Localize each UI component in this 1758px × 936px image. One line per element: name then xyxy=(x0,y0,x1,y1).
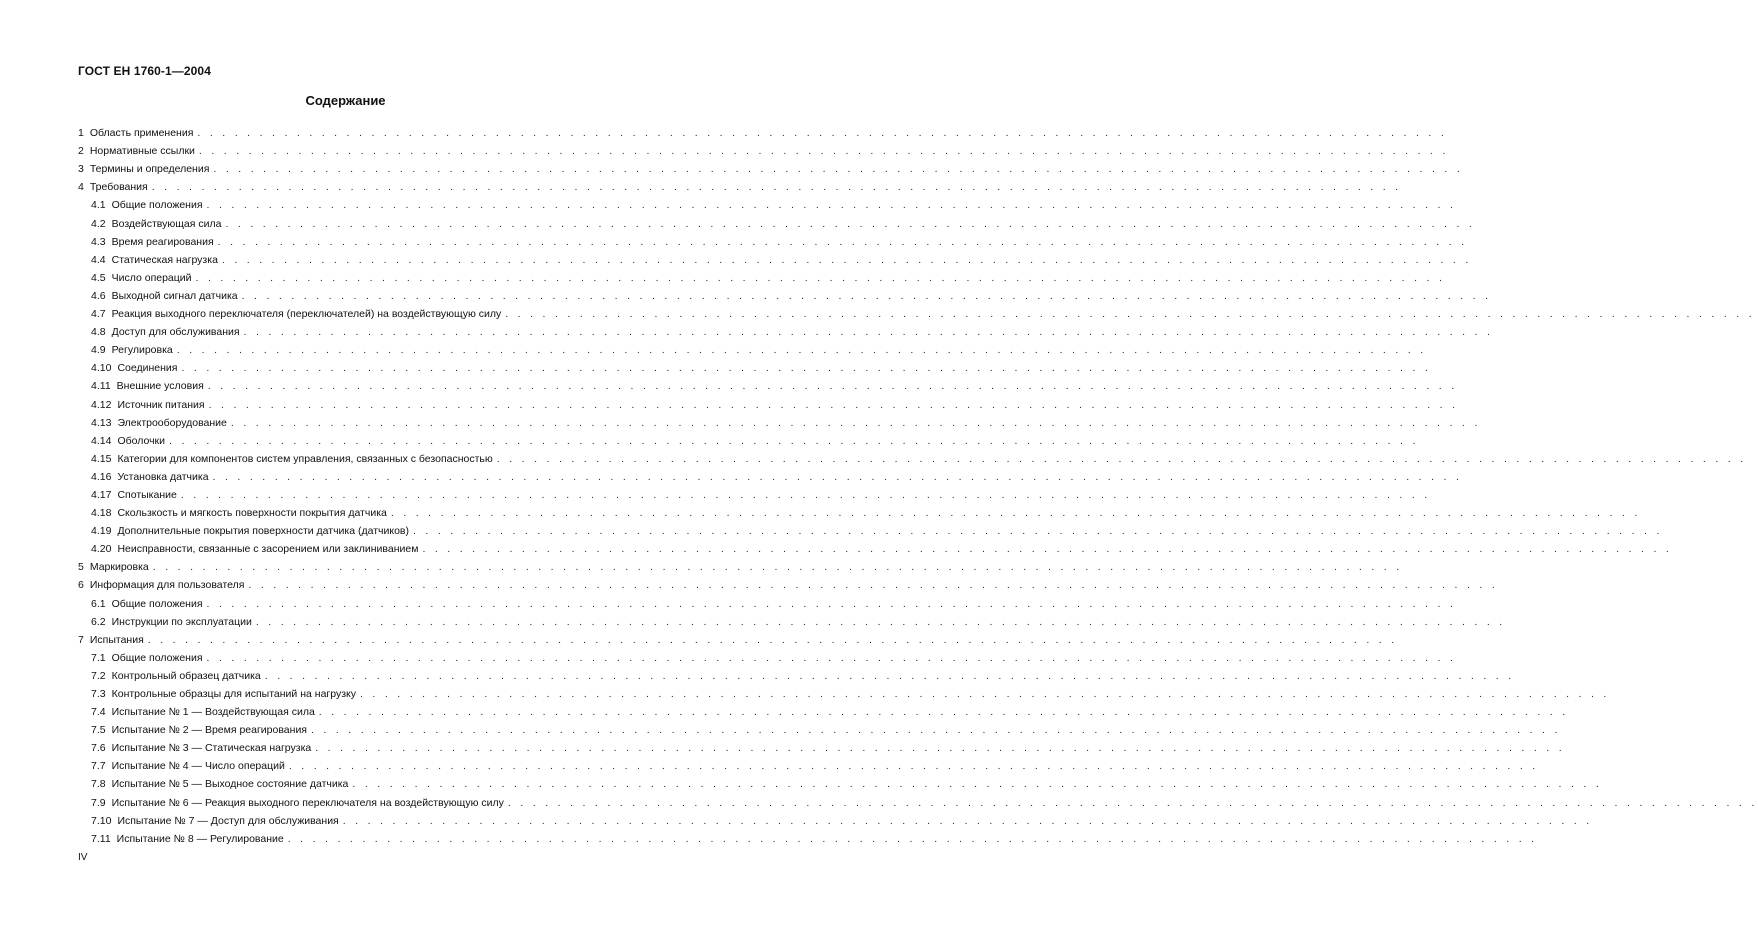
toc-entry-title: Электрооборудование xyxy=(117,416,227,429)
toc-entry[interactable] xyxy=(78,665,1515,683)
toc-entry-number: 4 xyxy=(78,181,84,194)
toc-leader-dots: . . . . . . . . . . . . . . . . . . . . . . . . . . . . . . . . . . . . . . . . . . . . . . . . . . . . . . . . . . . . . . . . . . . . . . . . . . . . . . . . . . . . . . . . . . . . . . . . . . . . . xyxy=(152,561,1403,574)
toc-entry-title: Нормативные ссылки xyxy=(89,145,195,158)
toc-entry-title: Регулировка xyxy=(111,344,173,357)
toc-entry-number: 4.2 xyxy=(91,217,106,230)
toc-entry-title: Скользкость и мягкость поверхности покрытия датчика xyxy=(117,507,387,520)
toc-entry-number: 1 xyxy=(78,127,84,140)
toc-leader-dots: . . . . . . . . . . . . . . . . . . . . . . . . . . . . . . . . . . . . . . . . . . . . . . . . . . . . . . . . . . . . . . . . . . . . . . . . . . . . . . . . . . . . . . . . . . . . . . . . . . . . . xyxy=(390,507,1641,520)
toc-entry[interactable] xyxy=(78,339,1427,357)
toc-entry[interactable] xyxy=(78,158,1464,176)
toc-leader-dots: . . . . . . . . . . . . . . . . . . . . . . . . . . . . . . . . . . . . . . . . . . . . . . . . . . . . . . . . . . . . . . . . . . . . . . . . . . . . . . . . . . . . . . . . . . . . . . . . . . . . . xyxy=(315,742,1565,755)
toc-entry-title: Испытание № 7 — Доступ для обслуживания xyxy=(117,814,339,827)
toc-entry[interactable] xyxy=(78,448,1747,466)
toc-leader-dots: . . . . . . . . . . . . . . . . . . . . . . . . . . . . . . . . . . . . . . . . . . . . . . . . . . . . . . . . . . . . . . . . . . . . . . . . . . . . . . . . . . . . . . . . . . . . . . . . . . . . . xyxy=(352,778,1603,791)
toc-leader-dots: . . . . . . . . . . . . . . . . . . . . . . . . . . . . . . . . . . . . . . . . . . . . . . . . . . . . . . . . . . . . . . . . . . . . . . . . . . . . . . . . . . . . . . . . . . . . . . . . . . . . . xyxy=(169,434,1419,447)
toc-leader-dots: . . . . . . . . . . . . . . . . . . . . . . . . . . . . . . . . . . . . . . . . . . . . . . . . . . . . . . . . . . . . . . . . . . . . . . . . . . . . . . . . . . . . . . . . . . . . . . . . . . . . . xyxy=(255,615,1506,628)
toc-entry-title: Источник питания xyxy=(117,398,205,411)
toc-entry-title: Соединения xyxy=(117,362,178,375)
toc-leader-dots: . . . . . . . . . . . . . . . . . . . . . . . . . . . . . . . . . . . . . . . . . . . . . . . . . . . . . . . . . . . . . . . . . . . . . . . . . . . . . . . . . . . . . . . . . . . . . . . . . . . . . xyxy=(151,181,1402,194)
toc-entry-number: 4.20 xyxy=(91,543,112,556)
toc-entry[interactable] xyxy=(78,303,1755,321)
toc-leader-dots: . . . . . . . . . . . . . . . . . . . . . . . . . . . . . . . . . . . . . . . . . . . . . . . . . . . . . . . . . . . . . . . . . . . . . . . . . . . . . . . . . . . . . . . . . . . . . . . . . . . . . xyxy=(208,398,1459,411)
toc-leader-dots: . . . . . . . . . . . . . . . . . . . . . . . . . . . . . . . . . . . . . . . . . . . . . . . . . . . . . . . . . . . . . . . . . . . . . . . . . . . . . . . . . . . . . . . . . . . . . . . . . . . . . xyxy=(505,308,1755,321)
toc-leader-dots: . . . . . . . . . . . . . . . . . . . . . . . . . . . . . . . . . . . . . . . . . . . . . . . . . . . . . . . . . . . . . . . . . . . . . . . . . . . . . . . . . . . . . . . . . . . . . . . . . . . . . xyxy=(311,724,1561,737)
toc-entry[interactable] xyxy=(78,412,1481,430)
toc-entry-number: 7 xyxy=(78,633,84,646)
toc-entry[interactable] xyxy=(78,810,1593,828)
toc-leader-dots: . . . . . . . . . . . . . . . . . . . . . . . . . . . . . . . . . . . . . . . . . . . . . . . . . . . . . . . . . . . . . . . . . . . . . . . . . . . . . . . . . . . . . . . . . . . . . . . . . . . . . xyxy=(176,344,1427,357)
toc-leader-dots: . . . . . . . . . . . . . . . . . . . . . . . . . . . . . . . . . . . . . . . . . . . . . . . . . . . . . . . . . . . . . . . . . . . . . . . . . . . . . . . . . . . . . . . . . . . . . . . . . . . . . xyxy=(147,633,1398,646)
toc-entry-title: Испытания xyxy=(89,633,144,646)
toc-leader-dots: . . . . . . . . . . . . . . . . . . . . . . . . . . . . . . . . . . . . . . . . . . . . . . . . . . . . . . . . . . . . . . . . . . . . . . . . . . . . . . . . . . . . . . . . . . . . . . . . . . . . . xyxy=(180,488,1431,501)
document-header: ГОСТ ЕН 1760-1—2004 xyxy=(78,64,211,78)
toc-entry-number: 4.8 xyxy=(91,326,106,339)
page-title: Содержание xyxy=(305,93,386,108)
toc-leader-dots: . . . . . . . . . . . . . . . . . . . . . . . . . . . . . . . . . . . . . . . . . . . . . . . . . . . . . . . . . . . . . . . . . . . . . . . . . . . . . . . . . . . . . . . . . . . . . . . . . . . . . xyxy=(496,452,1747,465)
toc-leader-dots: . . . . . . . . . . . . . . . . . . . . . . . . . . . . . . . . . . . . . . . . . . . . . . . . . . . . . . . . . . . . . . . . . . . . . . . . . . . . . . . . . . . . . . . . . . . . . . . . . . . . . xyxy=(198,145,1449,158)
toc-entry-number: 6.1 xyxy=(91,597,106,610)
toc-leader-dots: . . . . . . . . . . . . . . . . . . . . . . . . . . . . . . . . . . . . . . . . . . . . . . . . . . . . . . . . . . . . . . . . . . . . . . . . . . . . . . . . . . . . . . . . . . . . . . . . . . . . . xyxy=(212,470,1463,483)
toc-entry-title: Реакция выходного переключателя (переключателей) на воздействующую силу xyxy=(111,308,502,321)
toc-entry-title: Область применения xyxy=(89,127,194,140)
toc-entry[interactable] xyxy=(78,828,1538,846)
toc-entry[interactable] xyxy=(78,466,1463,484)
toc-entry-title: Информация для пользователя xyxy=(89,579,245,592)
toc-leader-dots: . . . . . . . . . . . . . . . . . . . . . . . . . . . . . . . . . . . . . . . . . . . . . . . . . . . . . . . . . . . . . . . . . . . . . . . . . . . . . . . . . . . . . . . . . . . . . . . . . . . . . xyxy=(197,127,1448,140)
toc-entry[interactable] xyxy=(78,556,1403,574)
toc-entry-title: Доступ для обслуживания xyxy=(111,326,240,339)
toc-entry-title: Время реагирования xyxy=(111,235,214,248)
toc-entry-number: 7.2 xyxy=(91,669,106,682)
toc-entry-title: Внешние условия xyxy=(116,380,204,393)
toc-entry-number: 7.1 xyxy=(91,651,106,664)
toc-entry[interactable] xyxy=(78,285,1492,303)
toc-entry-title: Маркировка xyxy=(89,561,149,574)
toc-entry-number: 4.11 xyxy=(91,380,111,393)
toc-entry-title: Инструкции по эксплуатации xyxy=(111,615,252,628)
toc-entry[interactable] xyxy=(78,538,1673,556)
toc-leader-dots: . . . . . . . . . . . . . . . . . . . . . . . . . . . . . . . . . . . . . . . . . . . . . . . . . . . . . . . . . . . . . . . . . . . . . . . . . . . . . . . . . . . . . . . . . . . . . . . . . . . . . xyxy=(248,579,1499,592)
toc-entry-number: 4.7 xyxy=(91,308,106,321)
toc-entry-number: 7.8 xyxy=(91,778,106,791)
toc-entry-title: Испытание № 1 — Воздействующая сила xyxy=(111,706,315,719)
toc-entry[interactable] xyxy=(78,755,1539,773)
toc-entry-number: 7.4 xyxy=(91,706,106,719)
toc-entry[interactable] xyxy=(78,357,1432,375)
toc-entry-number: 6.2 xyxy=(91,615,106,628)
toc-entry-title: Категории для компонентов систем управления, связанных с безопасностью xyxy=(117,452,493,465)
toc-leader-dots: . . . . . . . . . . . . . . . . . . . . . . . . . . . . . . . . . . . . . . . . . . . . . . . . . . . . . . . . . . . . . . . . . . . . . . . . . . . . . . . . . . . . . . . . . . . . . . . . . . . . . xyxy=(181,362,1432,375)
toc-entry[interactable] xyxy=(78,267,1446,285)
toc-entry-number: 4.10 xyxy=(91,362,112,375)
toc-entry[interactable] xyxy=(78,574,1499,592)
toc-entry-number: 4.1 xyxy=(91,199,106,212)
toc-entry[interactable] xyxy=(78,393,1459,411)
toc-entry[interactable] xyxy=(78,719,1561,737)
toc-entry-number: 7.11 xyxy=(91,832,111,845)
toc-entry-title: Термины и определения xyxy=(89,163,210,176)
toc-leader-dots: . . . . . . . . . . . . . . . . . . . . . . . . . . . . . . . . . . . . . . . . . . . . . . . . . . . . . . . . . . . . . . . . . . . . . . . . . . . . . . . . . . . . . . . . . . . . . . . . . . . . . xyxy=(206,199,1457,212)
toc-entry-number: 7.5 xyxy=(91,724,106,737)
toc-entry[interactable] xyxy=(78,629,1398,647)
toc-entry-number: 5 xyxy=(78,561,84,574)
toc-entry-title: Испытание № 5 — Выходное состояние датчика xyxy=(111,778,349,791)
toc-entry-number: 4.16 xyxy=(91,470,112,483)
toc-entry-number: 6 xyxy=(78,579,84,592)
toc-leader-dots: . . . . . . . . . . . . . . . . . . . . . . . . . . . . . . . . . . . . . . . . . . . . . . . . . . . . . . . . . . . . . . . . . . . . . . . . . . . . . . . . . . . . . . . . . . . . . . . . . . . . . xyxy=(206,651,1457,664)
toc-entry[interactable] xyxy=(78,194,1457,212)
toc-entry[interactable] xyxy=(78,212,1476,230)
toc-entry-title: Дополнительные покрытия поверхности датчика (датчиков) xyxy=(117,525,409,538)
toc-entry-title: Требования xyxy=(89,181,148,194)
toc-leader-dots: . . . . . . . . . . . . . . . . . . . . . . . . . . . . . . . . . . . . . . . . . . . . . . . . . . . . . . . . . . . . . . . . . . . . . . . . . . . . . . . . . . . . . . . . . . . . . . . . . . . . . xyxy=(422,543,1673,556)
toc-entry[interactable] xyxy=(78,701,1569,719)
toc-entry[interactable] xyxy=(78,592,1457,610)
toc-entry-number: 3 xyxy=(78,163,84,176)
toc-entry-title: Воздействующая сила xyxy=(111,217,222,230)
toc-entry[interactable] xyxy=(78,375,1458,393)
toc-entry-title: Испытание № 8 — Регулирование xyxy=(116,832,284,845)
toc-leader-dots: . . . . . . . . . . . . . . . . . . . . . . . . . . . . . . . . . . . . . . . . . . . . . . . . . . . . . . . . . . . . . . . . . . . . . . . . . . . . . . . . . . . . . . . . . . . . . . . . . . . . . xyxy=(225,217,1476,230)
toc-entry-number: 4.13 xyxy=(91,416,112,429)
toc-entry[interactable] xyxy=(78,321,1494,339)
toc-entry-number: 4.9 xyxy=(91,344,106,357)
toc-entry-number: 7.9 xyxy=(91,796,106,809)
toc-entry-title: Общие положения xyxy=(111,597,203,610)
toc-entry[interactable] xyxy=(78,502,1641,520)
toc-leader-dots: . . . . . . . . . . . . . . . . . . . . . . . . . . . . . . . . . . . . . . . . . . . . . . . . . . . . . . . . . . . . . . . . . . . . . . . . . . . . . . . . . . . . . . . . . . . . . . . . . . . . . xyxy=(217,235,1468,248)
toc-entry-title: Число операций xyxy=(111,271,192,284)
toc-entry-title: Испытание № 4 — Число операций xyxy=(111,760,285,773)
toc-entry-title: Неисправности, связанные с засорением или заклиниванием xyxy=(117,543,419,556)
toc-entry-number: 7.6 xyxy=(91,742,106,755)
toc-entry[interactable] xyxy=(78,484,1431,502)
toc-leader-dots: . . . . . . . . . . . . . . . . . . . . . . . . . . . . . . . . . . . . . . . . . . . . . . . . . . . . . . . . . . . . . . . . . . . . . . . . . . . . . . . . . . . . . . . . . . . . . . . . . . . . . xyxy=(264,669,1515,682)
toc-leader-dots: . . . . . . . . . . . . . . . . . . . . . . . . . . . . . . . . . . . . . . . . . . . . . . . . . . . . . . . . . . . . . . . . . . . . . . . . . . . . . . . . . . . . . . . . . . . . . . . . . . . . . xyxy=(221,253,1472,266)
toc-leader-dots: . . . . . . . . . . . . . . . . . . . . . . . . . . . . . . . . . . . . . . . . . . . . . . . . . . . . . . . . . . . . . . . . . . . . . . . . . . . . . . . . . . . . . . . . . . . . . . . . . . . . . xyxy=(287,832,1538,845)
toc-entry-number: 2 xyxy=(78,145,84,158)
toc-entry[interactable] xyxy=(78,430,1419,448)
table-of-contents xyxy=(78,122,1758,846)
toc-leader-dots: . . . . . . . . . . . . . . . . . . . . . . . . . . . . . . . . . . . . . . . . . . . . . . . . . . . . . . . . . . . . . . . . . . . . . . . . . . . . . . . . . . . . . . . . . . . . . . . . . . . . . xyxy=(243,326,1494,339)
toc-entry[interactable] xyxy=(78,737,1565,755)
toc-entry-number: 4.17 xyxy=(91,488,112,501)
toc-leader-dots: . . . . . . . . . . . . . . . . . . . . . . . . . . . . . . . . . . . . . . . . . . . . . . . . . . . . . . . . . . . . . . . . . . . . . . . . . . . . . . . . . . . . . . . . . . . . . . . . . . . . . xyxy=(195,271,1446,284)
toc-entry-title: Общие положения xyxy=(111,651,203,664)
toc-entry-title: Контрольные образцы для испытаний на нагрузку xyxy=(111,688,356,700)
toc-entry-title: Оболочки xyxy=(117,434,166,447)
toc-entry[interactable] xyxy=(78,140,1449,158)
toc-leader-dots: . . . . . . . . . . . . . . . . . . . . . . . . . . . . . . . . . . . . . . . . . . . . . . . . . . . . . . . . . . . . . . . . . . . . . . . . . . . . . . . . . . . . . . . . . . . . . . . . . . . . . xyxy=(359,688,1610,700)
toc-entry-title: Общие положения xyxy=(111,199,203,212)
page-number: IV xyxy=(78,852,88,863)
toc-entry-number: 4.18 xyxy=(91,507,112,520)
toc-leader-dots: . . . . . . . . . . . . . . . . . . . . . . . . . . . . . . . . . . . . . . . . . . . . . . . . . . . . . . . . . . . . . . . . . . . . . . . . . . . . . . . . . . . . . . . . . . . . . . . . . . . . . xyxy=(318,706,1569,719)
toc-leader-dots: . . . . . . . . . . . . . . . . . . . . . . . . . . . . . . . . . . . . . . . . . . . . . . . . . . . . . . . . . . . . . . . . . . . . . . . . . . . . . . . . . . . . . . . . . . . . . . . . . . . . . xyxy=(206,597,1457,610)
toc-entry[interactable] xyxy=(78,249,1472,267)
toc-entry[interactable] xyxy=(78,611,1506,629)
toc-entry-title: Испытание № 3 — Статическая нагрузка xyxy=(111,742,312,755)
toc-entry[interactable] xyxy=(78,683,1610,701)
toc-leader-dots: . . . . . . . . . . . . . . . . . . . . . . . . . . . . . . . . . . . . . . . . . . . . . . . . . . . . . . . . . . . . . . . . . . . . . . . . . . . . . . . . . . . . . . . . . . . . . . . . . . . . . xyxy=(413,525,1663,538)
toc-entry-number: 4.4 xyxy=(91,253,106,266)
toc-entry-number: 4.12 xyxy=(91,398,112,411)
toc-leader-dots: . . . . . . . . . . . . . . . . . . . . . . . . . . . . . . . . . . . . . . . . . . . . . . . . . . . . . . . . . . . . . . . . . . . . . . . . . . . . . . . . . . . . . . . . . . . . . . . . . . . . . xyxy=(342,814,1593,827)
toc-entry-number: 4.19 xyxy=(91,525,112,538)
toc-entry[interactable] xyxy=(78,176,1402,194)
toc-entry-number: 4.15 xyxy=(91,452,112,465)
toc-entry-title: Установка датчика xyxy=(117,470,209,483)
toc-entry-title: Испытание № 2 — Время реагирования xyxy=(111,724,307,737)
toc-entry-number: 4.5 xyxy=(91,271,106,284)
toc-leader-dots: . . . . . . . . . . . . . . . . . . . . . . . . . . . . . . . . . . . . . . . . . . . . . . . . . . . . . . . . . . . . . . . . . . . . . . . . . . . . . . . . . . . . . . . . . . . . . . . . . . . . . xyxy=(507,796,1758,809)
toc-entry[interactable] xyxy=(78,122,1448,140)
toc-entry-title: Статическая нагрузка xyxy=(111,253,218,266)
toc-entry-number: 7.10 xyxy=(91,814,112,827)
toc-entry-title: Выходной сигнал датчика xyxy=(111,289,238,302)
toc-entry-title: Испытание № 6 — Реакция выходного переключателя на воздействующую силу xyxy=(111,796,504,809)
toc-leader-dots: . . . . . . . . . . . . . . . . . . . . . . . . . . . . . . . . . . . . . . . . . . . . . . . . . . . . . . . . . . . . . . . . . . . . . . . . . . . . . . . . . . . . . . . . . . . . . . . . . . . . . xyxy=(241,289,1492,302)
toc-entry-title: Контрольный образец датчика xyxy=(111,669,261,682)
toc-entry-number: 4.6 xyxy=(91,289,106,302)
toc-entry[interactable] xyxy=(78,773,1603,791)
toc-leader-dots: . . . . . . . . . . . . . . . . . . . . . . . . . . . . . . . . . . . . . . . . . . . . . . . . . . . . . . . . . . . . . . . . . . . . . . . . . . . . . . . . . . . . . . . . . . . . . . . . . . . . . xyxy=(207,380,1458,393)
toc-entry-number: 7.7 xyxy=(91,760,106,773)
toc-entry-number: 7.3 xyxy=(91,688,106,700)
toc-entry[interactable] xyxy=(78,647,1457,665)
toc-entry-number: 4.3 xyxy=(91,235,106,248)
toc-leader-dots: . . . . . . . . . . . . . . . . . . . . . . . . . . . . . . . . . . . . . . . . . . . . . . . . . . . . . . . . . . . . . . . . . . . . . . . . . . . . . . . . . . . . . . . . . . . . . . . . . . . . . xyxy=(230,416,1481,429)
toc-entry[interactable] xyxy=(78,231,1468,249)
toc-leader-dots: . . . . . . . . . . . . . . . . . . . . . . . . . . . . . . . . . . . . . . . . . . . . . . . . . . . . . . . . . . . . . . . . . . . . . . . . . . . . . . . . . . . . . . . . . . . . . . . . . . . . . xyxy=(288,760,1539,773)
toc-entry-title: Спотыкание xyxy=(117,488,177,501)
toc-entry[interactable] xyxy=(78,520,1663,538)
toc-entry[interactable] xyxy=(78,791,1758,809)
toc-entry-number: 4.14 xyxy=(91,434,112,447)
toc-leader-dots: . . . . . . . . . . . . . . . . . . . . . . . . . . . . . . . . . . . . . . . . . . . . . . . . . . . . . . . . . . . . . . . . . . . . . . . . . . . . . . . . . . . . . . . . . . . . . . . . . . . . . xyxy=(213,163,1464,176)
